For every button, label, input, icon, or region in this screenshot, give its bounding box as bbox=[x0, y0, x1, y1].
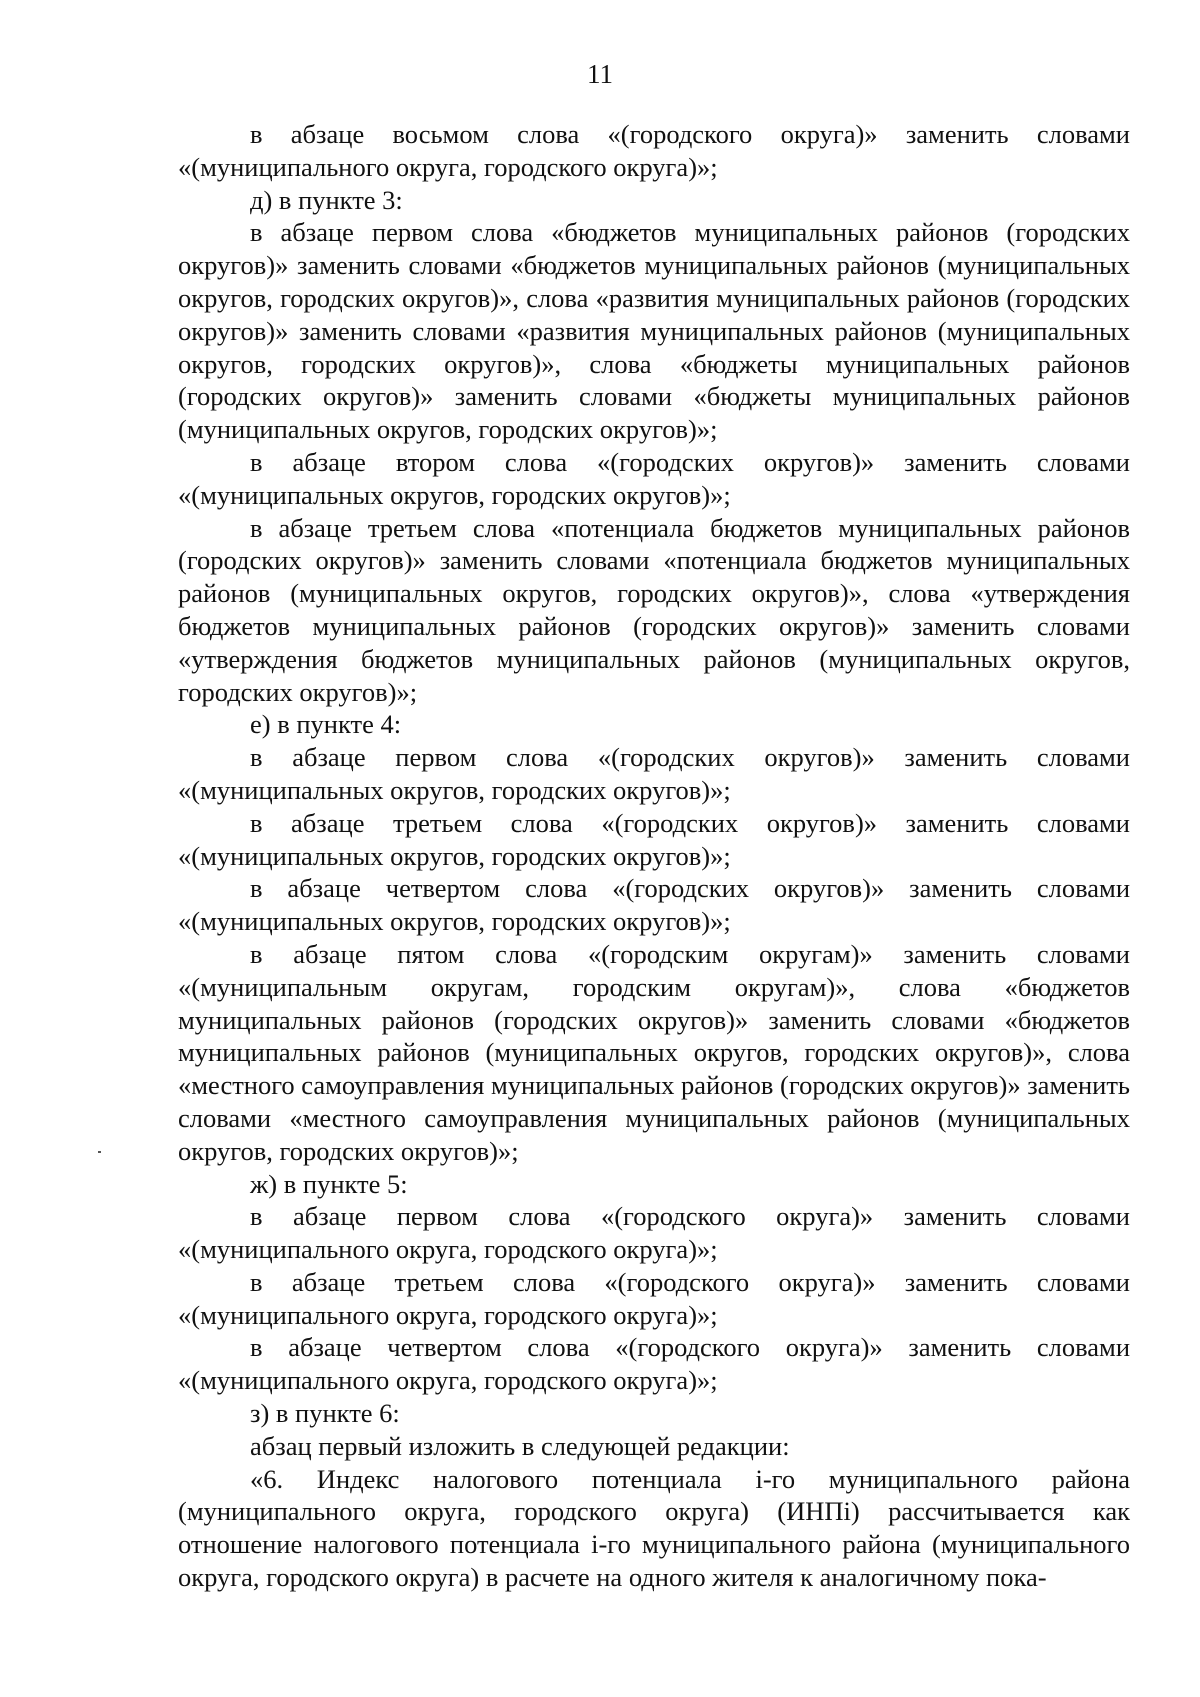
paragraph: в абзаце первом слова «(городского округа)» заменить словами «(муниципального округа, городского округа)»; bbox=[178, 1201, 1130, 1265]
paragraph: в абзаце третьем слова «(городских округов)» заменить словами «(муниципальных округов, городских округов)»; bbox=[178, 807, 1130, 871]
paragraph: в абзаце первом слова «(городских округов)» заменить словами «(муниципальных округов, городских округов)»; bbox=[178, 742, 1130, 805]
page-number: 11 bbox=[587, 59, 613, 89]
paragraph: в абзаце первом слова «бюджетов муниципальных районов (городских округов)» заменить словами «бюджетов муниципальных районов (муниципальных округов, городских округов)», слова «развития муниципальных районов (городских округов)» заменить словами «развития муниципальных районов (муниципальных округов, городских округов)», слова «бюджеты муниципальных районов (городских округов)» заменить словами «бюджеты муниципальных районов (муниципальных округов, городских округов)»; bbox=[178, 217, 1130, 445]
document-body bbox=[178, 118, 1130, 1594]
paragraph: в абзаце восьмом слова «(городского округа)» заменить словами «(муниципального округа, городского округа)»; bbox=[178, 119, 1130, 182]
scan-speck bbox=[98, 1151, 101, 1153]
paragraph: в абзаце пятом слова «(городским округам)» заменить словами «(муниципальным округам, городским округам)», слова «бюджетов муниципальных районов (городских округов)» заменить словами «бюджетов муниципальных районов (муниципальных округов, городских округов)», слова «местного самоуправления муниципальных районов (городских округов)» заменить словами «местного самоуправления муниципальных районов (муниципальных округов, городских округов)»; bbox=[178, 938, 1130, 1166]
paragraph: в абзаце третьем слова «(городского округа)» заменить словами «(муниципального округа, городского округа)»; bbox=[178, 1266, 1130, 1330]
paragraph: в абзаце четвертом слова «(городских округов)» заменить словами «(муниципальных округов, городских округов)»; bbox=[178, 873, 1130, 937]
paragraph: д) в пункте 3: bbox=[250, 184, 403, 215]
paragraph: абзац первый изложить в следующей редакции: bbox=[250, 1430, 790, 1461]
paragraph: в абзаце втором слова «(городских округов)» заменить словами «(муниципальных округов, городских округов)»; bbox=[178, 446, 1130, 510]
paragraph: в абзаце четвертом слова «(городского округа)» заменить словами «(муниципального округа, городского округа)»; bbox=[178, 1332, 1130, 1396]
paragraph: е) в пункте 4: bbox=[250, 709, 402, 740]
paragraph: «6. Индекс налогового потенциала i-го муниципального района (муниципального округа, городского округа) (ИНПi) рассчитывается как отношение налогового потенциала i-го муниципального района (муниципального округа, городского округа) в расчете на одного жителя к аналогичному пока- bbox=[178, 1463, 1130, 1593]
paragraph: в абзаце третьем слова «потенциала бюджетов муниципальных районов (городских округов)» заменить словами «потенциала бюджетов муниципальных районов (муниципальных округов, городских округов)», слова «утверждения бюджетов муниципальных районов (городских округов)» заменить словами «утверждения бюджетов муниципальных районов (муниципальных округов, городских округов)»; bbox=[178, 512, 1130, 707]
paragraph: ж) в пункте 5: bbox=[250, 1168, 408, 1199]
paragraph: з) в пункте 6: bbox=[250, 1398, 400, 1429]
